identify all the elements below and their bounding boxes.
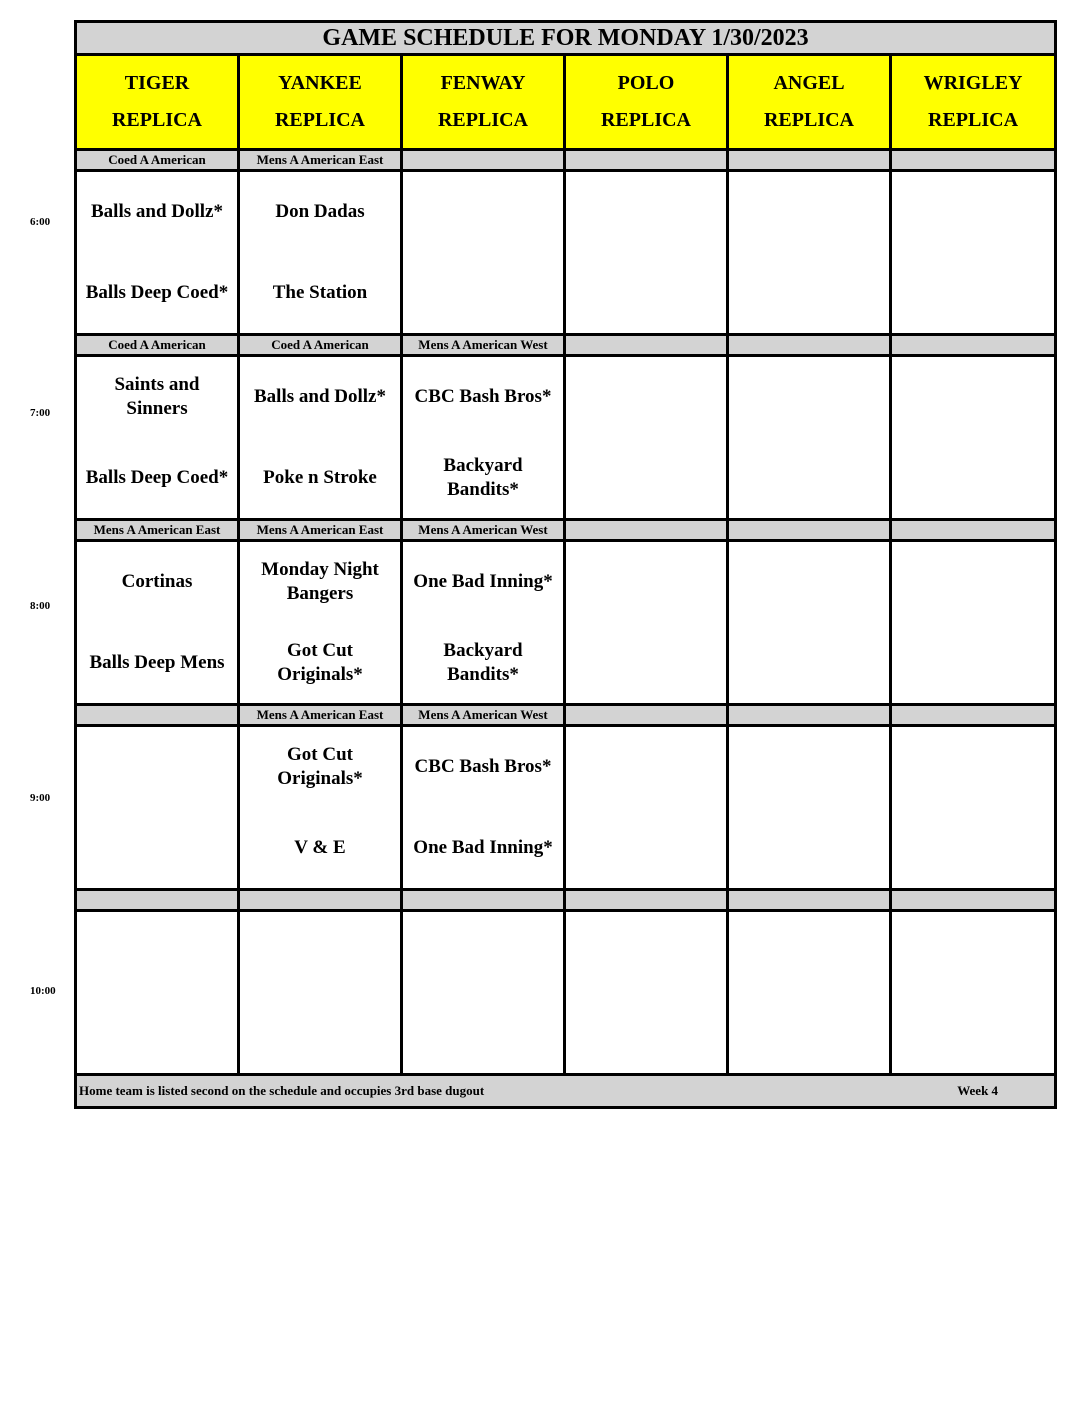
field-name: ANGEL [773, 72, 845, 94]
game-cell [565, 726, 728, 890]
home-team [566, 993, 726, 1074]
away-team: Monday Night Bangers [261, 559, 379, 605]
home-team: Balls Deep Coed* [85, 466, 229, 488]
division-label [891, 705, 1056, 726]
division-label [76, 890, 239, 911]
away-team [566, 912, 726, 993]
division-label: Coed A American [76, 150, 239, 171]
away-team [892, 912, 1054, 993]
game-cell [402, 541, 565, 705]
game-row [76, 726, 1056, 890]
away-team: Balls and Dollz* [91, 201, 223, 223]
game-cell [402, 356, 565, 520]
home-team: V & E [294, 836, 346, 858]
game-cell [76, 171, 239, 335]
game-cell [891, 911, 1056, 1075]
title-row [76, 22, 1056, 55]
home-team [892, 993, 1054, 1074]
game-cell [728, 911, 891, 1075]
field-name: TIGER [124, 72, 190, 94]
away-team [77, 912, 237, 993]
game-cell [239, 171, 402, 335]
time-label: 10:00 [30, 985, 56, 997]
time-label: 9:00 [30, 792, 51, 804]
away-team [729, 912, 889, 993]
game-cell [728, 726, 891, 890]
away-team [566, 727, 726, 808]
division-row [76, 335, 1056, 356]
division-label: Coed A American [76, 335, 239, 356]
away-team [729, 727, 889, 808]
division-row [76, 890, 1056, 911]
division-label: Mens A American East [239, 520, 402, 541]
division-label: Mens A American East [76, 520, 239, 541]
week-label: Week 4 [957, 1083, 999, 1098]
home-team [403, 253, 563, 334]
division-label [402, 890, 565, 911]
division-label [239, 890, 402, 911]
field-header-row [76, 55, 1056, 150]
away-team [892, 542, 1054, 623]
away-team [403, 912, 563, 993]
division-label [728, 705, 891, 726]
division-label [728, 150, 891, 171]
field-sub: REPLICA [111, 109, 202, 131]
away-team [892, 172, 1054, 253]
division-label: Mens A American West [402, 520, 565, 541]
game-cell [239, 911, 402, 1075]
home-team: Backyard Bandits* [443, 639, 523, 685]
home-team [77, 808, 237, 889]
home-team [729, 438, 889, 519]
away-team [892, 727, 1054, 808]
home-team: Balls Deep Coed* [85, 281, 229, 303]
division-label [728, 520, 891, 541]
field-sub: REPLICA [763, 109, 854, 131]
field-header [76, 55, 239, 150]
home-team [892, 253, 1054, 334]
division-label [891, 335, 1056, 356]
game-cell [565, 356, 728, 520]
division-label [565, 890, 728, 911]
game-cell [891, 171, 1056, 335]
home-team: Got Cut Originals* [277, 639, 363, 685]
field-name: WRIGLEY [923, 72, 1023, 94]
game-row [76, 171, 1056, 335]
field-header [402, 55, 565, 150]
game-cell [891, 541, 1056, 705]
home-team [729, 808, 889, 889]
division-label: Mens A American East [239, 705, 402, 726]
division-label [565, 150, 728, 171]
away-team: Balls and Dollz* [254, 386, 386, 408]
home-team [729, 993, 889, 1074]
home-team [892, 623, 1054, 704]
game-cell [402, 171, 565, 335]
game-cell [76, 356, 239, 520]
division-label [891, 890, 1056, 911]
home-team: Backyard Bandits* [443, 454, 523, 500]
home-team [729, 253, 889, 334]
home-team [729, 623, 889, 704]
away-team [566, 357, 726, 438]
game-cell [565, 911, 728, 1075]
field-name: YANKEE [278, 72, 362, 94]
home-team [240, 993, 400, 1074]
footer-cell [76, 1075, 1056, 1108]
page-title: GAME SCHEDULE FOR MONDAY 1/30/2023 [76, 22, 1056, 55]
time-column [0, 0, 72, 1408]
home-team [566, 808, 726, 889]
home-team [892, 438, 1054, 519]
home-team: Balls Deep Mens [89, 651, 225, 673]
division-row [76, 705, 1056, 726]
division-label [565, 335, 728, 356]
field-header [239, 55, 402, 150]
division-label [728, 890, 891, 911]
game-cell [565, 541, 728, 705]
away-team [240, 912, 400, 993]
away-team: Got Cut Originals* [277, 744, 363, 790]
game-cell [728, 171, 891, 335]
time-label: 8:00 [30, 600, 51, 612]
footer-row [76, 1075, 1056, 1108]
game-cell [76, 541, 239, 705]
field-header [728, 55, 891, 150]
home-team: One Bad Inning* [413, 836, 553, 858]
field-sub: REPLICA [928, 109, 1019, 131]
field-header [565, 55, 728, 150]
game-cell [565, 171, 728, 335]
division-row [76, 150, 1056, 171]
game-cell [239, 726, 402, 890]
away-team [566, 542, 726, 623]
game-cell [891, 726, 1056, 890]
home-team [77, 993, 237, 1074]
game-cell [76, 726, 239, 890]
game-cell [728, 356, 891, 520]
division-row [76, 520, 1056, 541]
game-cell [891, 356, 1056, 520]
game-row [76, 911, 1056, 1075]
division-label: Coed A American [239, 335, 402, 356]
division-label: Mens A American West [402, 705, 565, 726]
division-label: Mens A American East [239, 150, 402, 171]
game-cell [239, 356, 402, 520]
time-label: 7:00 [30, 407, 51, 419]
field-name: FENWAY [440, 72, 526, 94]
field-sub: REPLICA [437, 109, 528, 131]
division-label [891, 150, 1056, 171]
away-team [729, 542, 889, 623]
schedule-table [74, 20, 1057, 1109]
division-label [728, 335, 891, 356]
game-cell [76, 911, 239, 1075]
game-cell [239, 541, 402, 705]
away-team: Saints and Sinners [114, 374, 200, 420]
away-team: One Bad Inning* [413, 571, 553, 593]
division-label [402, 150, 565, 171]
home-team [403, 993, 563, 1074]
field-sub: REPLICA [600, 109, 691, 131]
field-sub: REPLICA [274, 109, 365, 131]
field-name: POLO [617, 72, 675, 94]
division-label [76, 705, 239, 726]
game-row [76, 541, 1056, 705]
away-team: Don Dadas [275, 201, 365, 223]
game-cell [728, 541, 891, 705]
away-team [77, 727, 237, 808]
home-team: The Station [272, 281, 368, 303]
game-row [76, 356, 1056, 520]
division-label [891, 520, 1056, 541]
field-header [891, 55, 1056, 150]
away-team: CBC Bash Bros* [414, 386, 552, 408]
division-label [565, 705, 728, 726]
time-label: 6:00 [30, 216, 51, 228]
away-team: CBC Bash Bros* [414, 756, 552, 778]
home-team [892, 808, 1054, 889]
division-label [565, 520, 728, 541]
away-team [729, 357, 889, 438]
game-cell [402, 911, 565, 1075]
home-team [566, 623, 726, 704]
division-label: Mens A American West [402, 335, 565, 356]
away-team [729, 172, 889, 253]
away-team [892, 357, 1054, 438]
home-team: Poke n Stroke [263, 466, 377, 488]
home-team [566, 438, 726, 519]
game-cell [402, 726, 565, 890]
away-team [403, 172, 563, 253]
home-team [566, 253, 726, 334]
away-team [566, 172, 726, 253]
home-team-note: Home team is listed second on the schedule and occupies 3rd base dugout [79, 1083, 485, 1098]
away-team: Cortinas [121, 571, 193, 593]
